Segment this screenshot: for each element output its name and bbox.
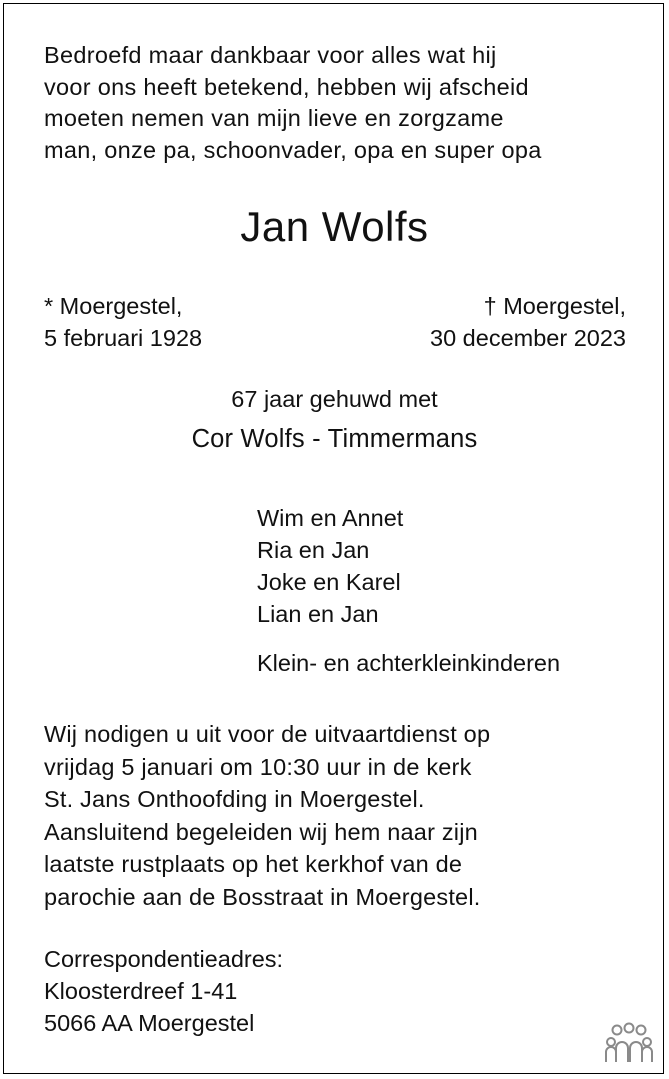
address-line: 5066 AA Moergestel <box>44 1010 255 1036</box>
intro-line: voor ons heeft betekend, hebben wij afscheid <box>44 73 529 100</box>
list-item: Joke en Karel <box>257 569 401 595</box>
grandchildren-text: Klein- en achterkleinkinderen <box>257 650 561 676</box>
service-line: laatste rustplaats op het kerkhof van de <box>44 851 463 877</box>
birth-info <box>44 291 202 354</box>
people-group-icon <box>603 1022 655 1064</box>
intro-line: man, onze pa, schoonvader, opa en super opa <box>44 136 542 163</box>
intro-text <box>44 40 634 166</box>
correspondence-address <box>44 943 283 1039</box>
spouse-name: Cor Wolfs - Timmermans <box>191 425 478 453</box>
service-line: parochie aan de Bosstraat in Moergestel. <box>44 883 481 910</box>
death-place: † Moergestel, <box>483 293 626 319</box>
list-item: Ria en Jan <box>257 537 370 563</box>
death-date: 30 december 2023 <box>430 324 626 351</box>
intro-line: Bedroefd maar dankbaar voor alles wat hij <box>44 42 497 68</box>
list-item: Wim en Annet <box>257 505 404 531</box>
service-line: Aansluitend begeleiden wij hem naar zijn <box>44 818 478 845</box>
service-line: St. Jans Onthoofding in Moergestel. <box>44 786 425 812</box>
service-line: Wij nodigen u uit voor de uitvaartdienst op <box>44 721 491 747</box>
death-info <box>430 291 626 354</box>
obituary-card <box>3 3 664 1074</box>
birth-date: 5 februari 1928 <box>44 324 203 351</box>
service-text <box>44 718 644 913</box>
birth-place: * Moergestel, <box>44 293 183 319</box>
address-line: Correspondentieadres: <box>44 946 284 972</box>
intro-line: moeten nemen van mijn lieve en zorgzame <box>44 105 504 131</box>
marriage-text: 67 jaar gehuwd met <box>231 386 438 412</box>
deceased-name: Jan Wolfs <box>240 203 429 250</box>
list-item: Lian en Jan <box>257 601 379 627</box>
service-line: vrijdag 5 januari om 10:30 uur in de kerk <box>44 753 472 780</box>
address-line: Kloosterdreef 1-41 <box>44 978 238 1004</box>
children-list <box>257 502 403 630</box>
